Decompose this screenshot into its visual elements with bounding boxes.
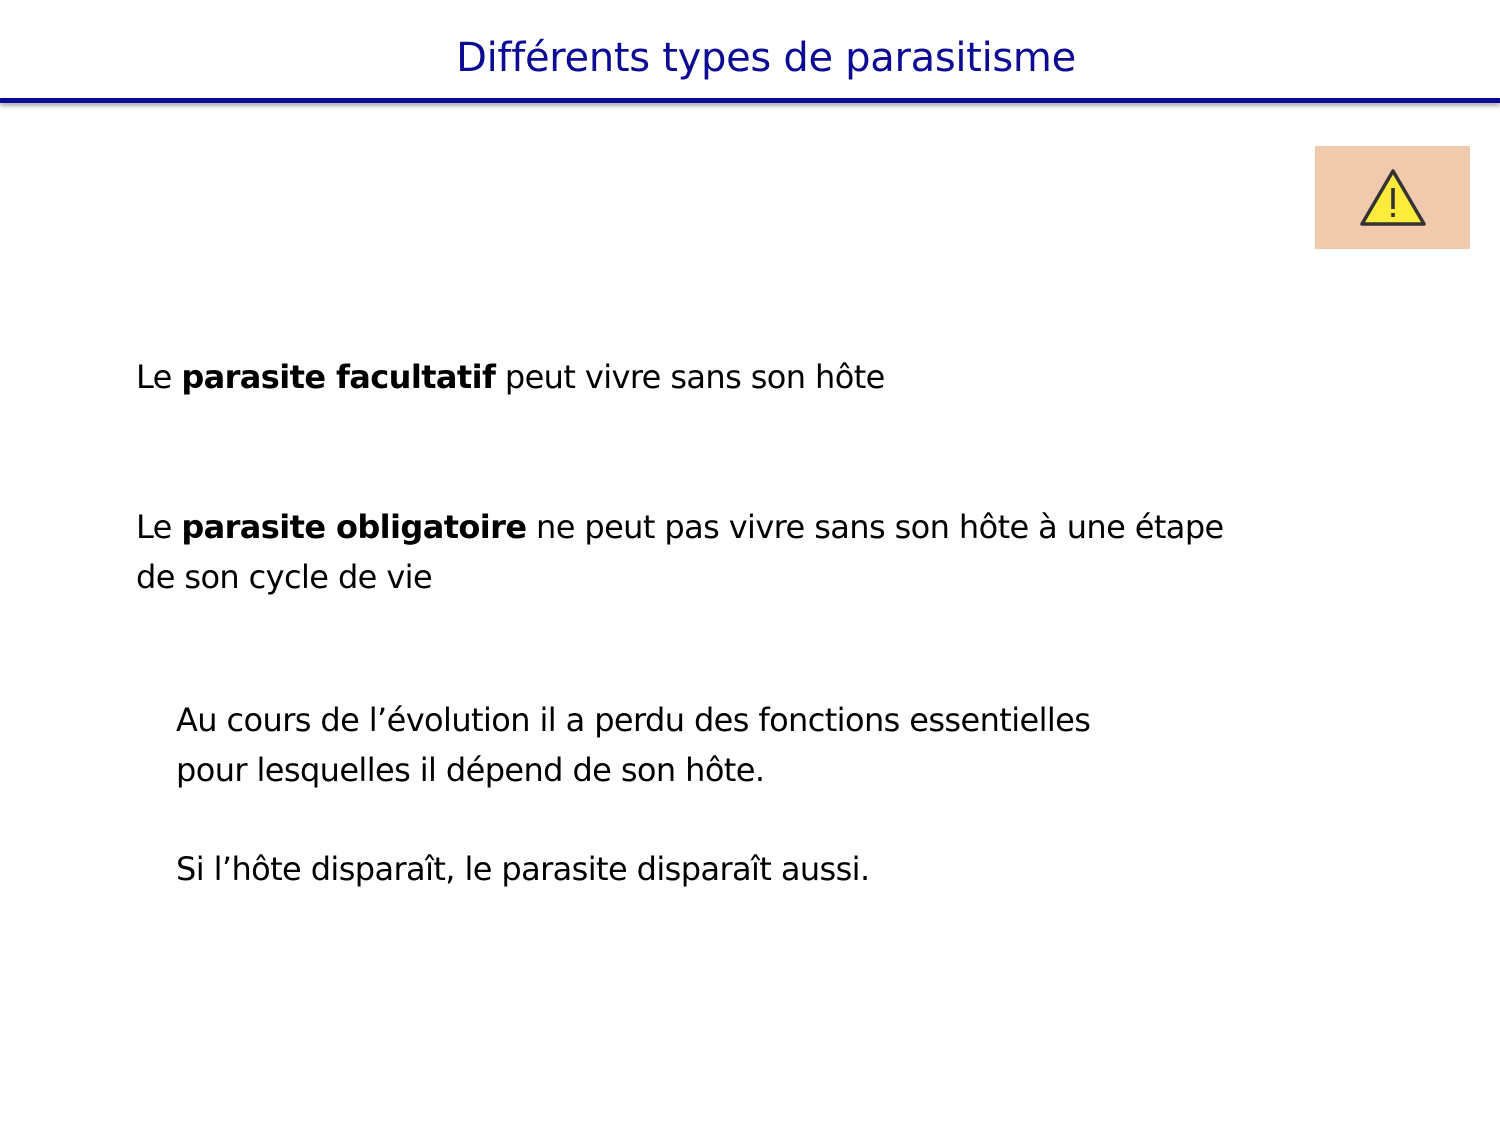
facultative-suffix: peut vivre sans son hôte [495,358,885,396]
warning-icon [1359,168,1427,228]
obligate-parasite-paragraph [136,502,1306,602]
obligate-prefix: Le [136,508,182,546]
title-divider [0,98,1500,103]
consequence-paragraph: Si l’hôte disparaît, le parasite disparaît aussi. [176,850,870,888]
facultative-parasite-paragraph [136,352,885,402]
warning-box [1315,146,1470,249]
obligate-suffix-line2: de son cycle de vie [136,558,433,596]
evolution-line2: pour lesquelles il dépend de son hôte. [176,751,765,789]
evolution-line1: Au cours de l’évolution il a perdu des fonctions essentielles [176,701,1091,739]
obligate-term: parasite obligatoire [181,508,527,546]
facultative-prefix: Le [136,358,182,396]
obligate-suffix-line1: ne peut pas vivre sans son hôte à une étape [526,508,1224,546]
facultative-term: parasite facultatif [181,358,496,396]
slide-title: Différents types de parasitisme [456,35,1076,81]
evolution-paragraph [176,695,1276,795]
